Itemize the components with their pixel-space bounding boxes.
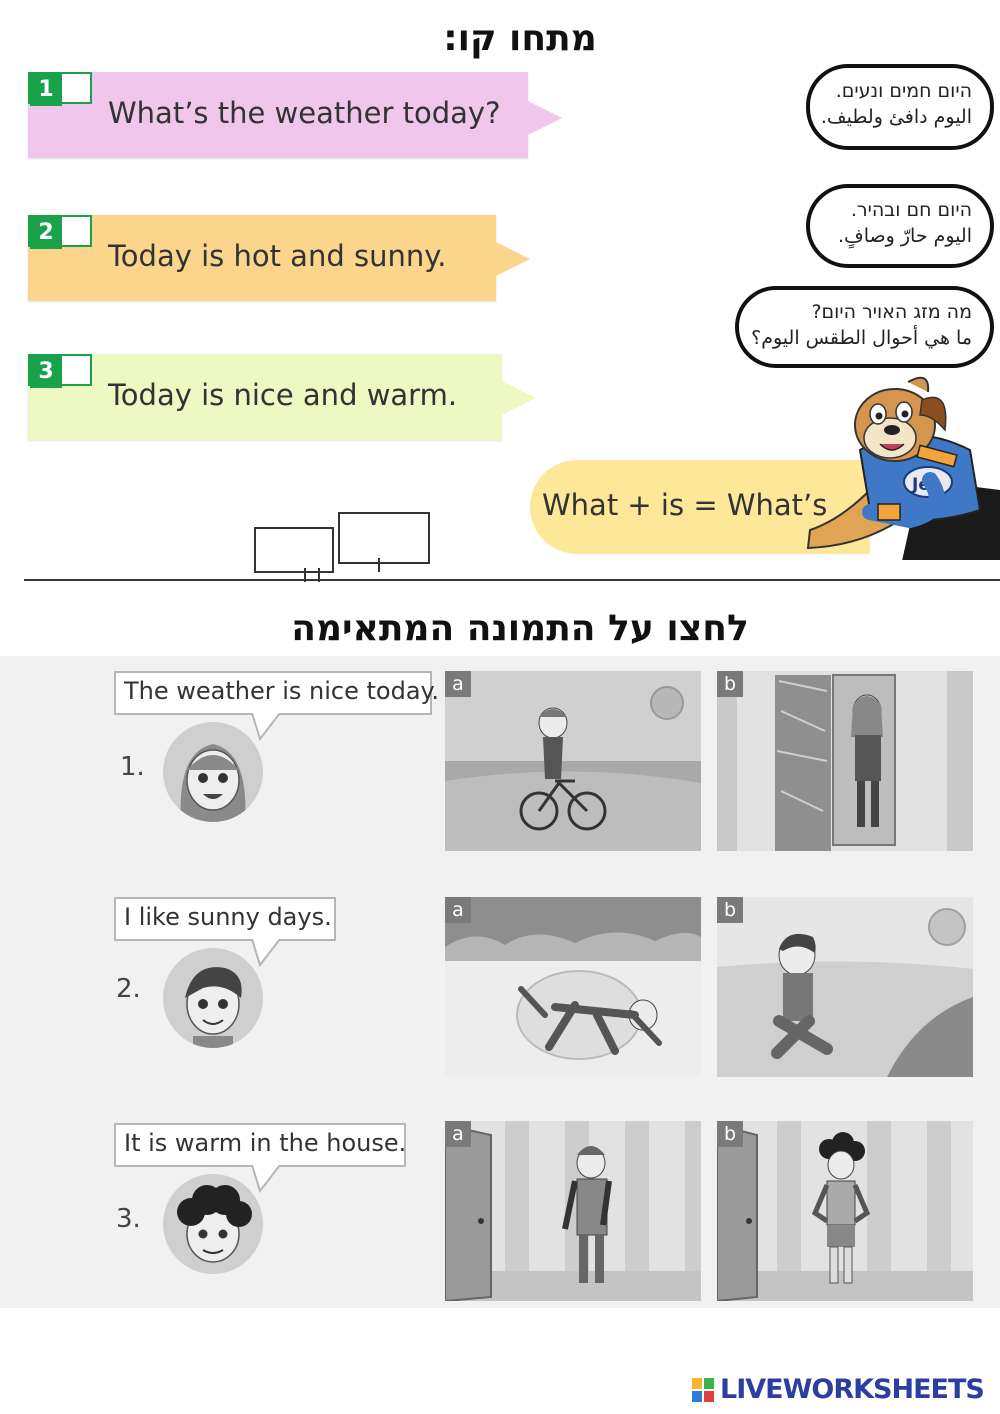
section-divider [24,579,1000,581]
sentence-text: What’s the weather today? [108,96,501,130]
speech-bubble-1: The weather is nice today. [114,671,432,715]
answer-box-1[interactable] [254,527,334,573]
translation-pill-1[interactable] [806,64,994,150]
translation-hebrew: היום חם ובהיר. [850,199,972,221]
sentence-banner-2 [28,215,496,301]
dog-mascot-illustration [800,370,1000,560]
option-label: a [445,671,471,697]
banner-tail [494,241,530,277]
brand-name: LIVEWORKSHEETS [720,1374,984,1405]
banner-tail [526,100,562,136]
sentence-number: 1 [30,74,62,106]
option-label: b [717,1121,743,1147]
translation-hebrew: היום חמים ונעים. [835,80,972,102]
sentence-number: 3 [30,356,62,388]
option-picture-2b[interactable] [717,897,973,1077]
section-title-match: מתחו קו: [443,18,597,59]
sentence-number-box [28,215,92,247]
liveworksheets-brand [692,1374,992,1406]
option-picture-3a[interactable] [445,1121,701,1301]
girl-avatar [163,722,263,822]
boy-avatar [163,948,263,1048]
sentence-number-box [28,354,92,386]
sentence-text: Today is nice and warm. [108,378,458,412]
sentence-text: Today is hot and sunny. [108,239,447,273]
option-label: b [717,897,743,923]
question-number-3: 3. [116,1204,141,1234]
question-number-1: 1. [120,752,145,782]
question-number-2: 2. [116,974,141,1004]
answer-box-2[interactable] [338,512,430,564]
translation-pill-3[interactable] [735,286,994,368]
option-label: a [445,1121,471,1147]
speech-bubble-2: I like sunny days. [114,897,336,941]
formula-text: What + is = What’s [542,488,828,522]
option-picture-3b[interactable] [717,1121,973,1301]
speech-bubble-3: It is warm in the house. [114,1123,406,1167]
translation-hebrew: מה מזג האויר היום? [811,301,972,323]
translation-pill-2[interactable] [806,184,994,268]
banner-tail [500,380,536,416]
option-picture-2a[interactable] [445,897,701,1077]
mascot-shirt-label: Jet [912,475,938,495]
option-label: a [445,897,471,923]
translation-arabic: اليوم دافئ ولطيف. [820,106,972,128]
translation-arabic: اليوم حارّ وصافٍ. [837,225,972,247]
liveworksheets-logo-icon [692,1378,714,1402]
option-picture-1a[interactable] [445,671,701,851]
curly-haired-boy-avatar [163,1174,263,1274]
sentence-banner-3 [28,354,502,440]
sentence-banner-1 [28,72,528,158]
translation-arabic: ما هي أحوال الطقس اليوم؟ [751,327,972,349]
answer-box-stem [378,558,400,572]
option-picture-1b[interactable] [717,671,973,851]
section-title-choose-picture: לחצו על התמונה המתאימה [291,608,749,649]
sentence-number: 2 [30,217,62,249]
option-label: b [717,671,743,697]
sentence-number-box [28,72,92,104]
